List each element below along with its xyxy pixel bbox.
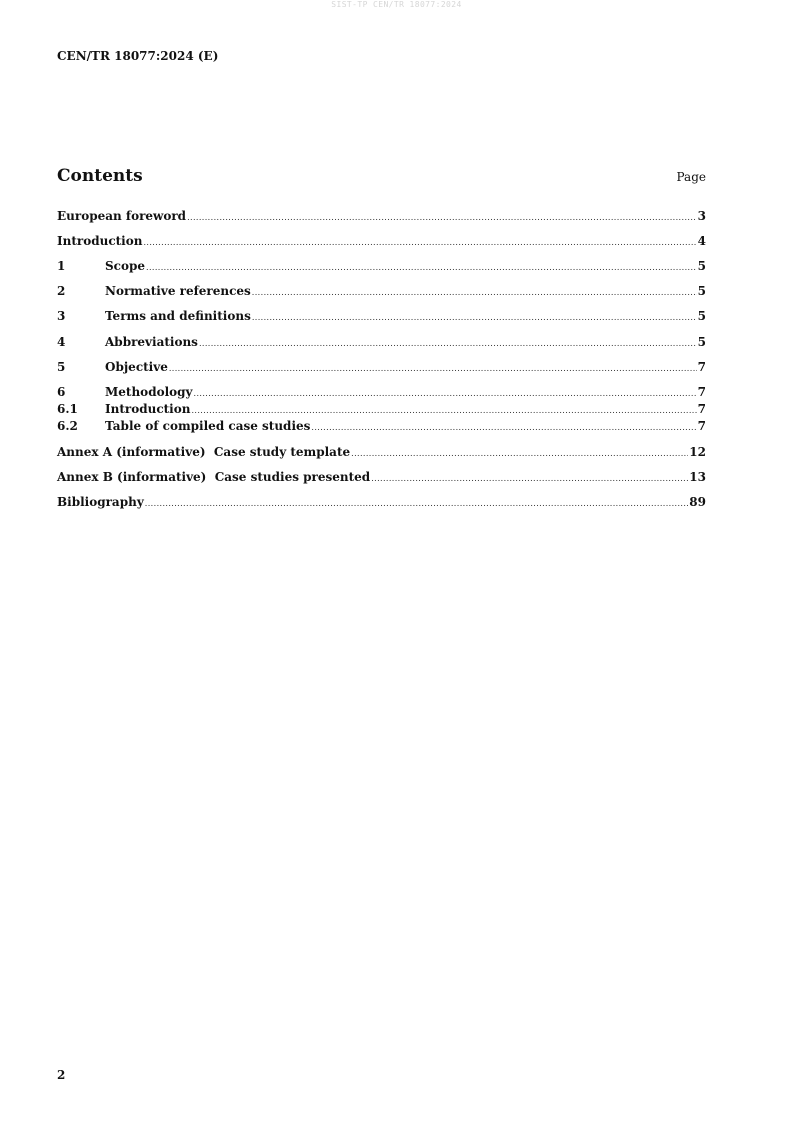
toc-label: Methodology [105,385,193,399]
toc-leader [311,421,696,435]
toc-leader [143,236,696,250]
toc-label: Introduction [57,234,143,248]
toc-leader [169,362,697,376]
toc-entry-methodology-introduction[interactable] [57,402,706,418]
toc-number: 6.2 [57,419,78,433]
toc-page: 5 [697,284,706,298]
toc-number: 2 [57,284,66,298]
toc-leader [145,497,689,511]
toc-number: 3 [57,309,66,323]
toc-leader [252,311,697,325]
toc-page: 5 [697,259,706,273]
toc-leader [191,404,696,418]
toc-number: 6 [57,385,66,399]
toc-entry-objective[interactable] [57,360,706,376]
toc-page: 13 [689,470,706,484]
document-id: CEN/TR 18077:2024 (E) [57,49,219,63]
toc-entry-table-of-case-studies[interactable] [57,419,706,435]
toc-entry-terms-and-definitions[interactable] [57,309,706,325]
toc-entry-introduction[interactable] [57,234,706,250]
toc-entry-european-foreword[interactable] [57,209,706,225]
toc-leader [252,286,697,300]
toc-page: 7 [697,385,706,399]
toc-label: Bibliography [57,495,144,509]
toc-label: Scope [105,259,146,273]
toc-leader [199,337,697,351]
page-column-label: Page [676,170,706,184]
toc-leader [187,211,697,225]
watermark: SIST-TP CEN/TR 18077:2024 [331,0,462,9]
toc-number: 5 [57,360,66,374]
toc-label: Terms and definitions [105,309,251,323]
toc-entry-abbreviations[interactable] [57,335,706,351]
toc-entry-bibliography[interactable] [57,495,706,511]
contents-title: Contents [57,166,143,186]
toc-entry-annex-b[interactable] [57,470,706,486]
toc-leader [351,447,688,461]
toc-label: Annex B (informative) Case studies presented [57,470,371,484]
toc-number: 1 [57,259,66,273]
toc-number: 4 [57,335,66,349]
toc-label: Annex A (informative) Case study template [57,445,351,459]
toc-label: Abbreviations [105,335,198,349]
toc-leader [371,472,688,486]
toc-entry-methodology[interactable] [57,385,706,401]
toc-label: European foreword [57,209,187,223]
toc-label: Normative references [105,284,251,298]
toc-label: Objective [105,360,168,374]
toc-page: 3 [697,209,706,223]
toc-page: 7 [697,419,706,433]
toc-entry-scope[interactable] [57,259,706,275]
toc-number: 6.1 [57,402,78,416]
toc-page: 4 [697,234,706,248]
toc-leader [194,387,697,401]
toc-page: 12 [689,445,706,459]
toc-page: 5 [697,335,706,349]
toc-entry-normative-references[interactable] [57,284,706,300]
toc-page: 7 [697,402,706,416]
page-number: 2 [57,1068,66,1082]
toc-page: 89 [689,495,706,509]
toc-leader [146,261,697,275]
toc-label: Introduction [105,402,191,416]
toc-entry-annex-a[interactable] [57,445,706,461]
toc-page: 7 [697,360,706,374]
toc-page: 5 [697,309,706,323]
toc-label: Table of compiled case studies [105,419,311,433]
